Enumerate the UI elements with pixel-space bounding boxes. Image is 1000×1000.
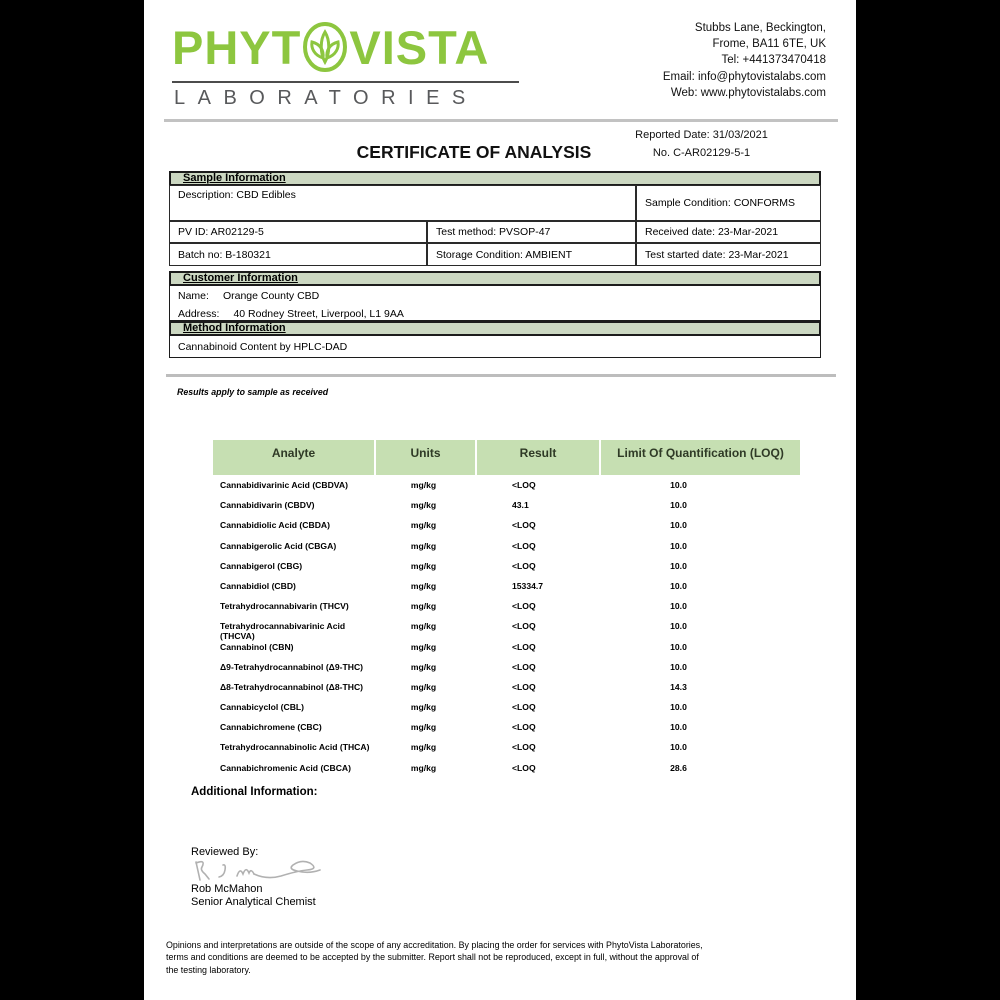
section-sample-information xyxy=(169,171,821,185)
analyte-units: mg/kg xyxy=(410,540,437,551)
analyte-name: Tetrahydrocannabivarin (THCV) xyxy=(220,601,349,612)
analyte-loq: 10.0 xyxy=(670,560,687,571)
analyte-name: Tetrahydrocannabivarinic Acid (THCVA) xyxy=(220,621,346,642)
analyte-loq: 10.0 xyxy=(670,480,687,490)
contact-line: Frome, BA11 6TE, UK xyxy=(712,38,826,51)
analyte-loq: 10.0 xyxy=(670,742,687,753)
analyte-result: <LOQ xyxy=(512,661,536,672)
certificate-page xyxy=(144,0,856,1000)
results-divider xyxy=(166,374,836,377)
analyte-loq: 10.0 xyxy=(670,641,687,652)
analyte-row xyxy=(213,638,802,658)
analyte-name: Tetrahydrocannabinolic Acid (THCA) xyxy=(220,742,370,753)
analyte-units: mg/kg xyxy=(410,601,437,612)
analyte-name: Cannabidivarinic Acid (CBDVA) xyxy=(220,480,348,490)
analyte-units: mg/kg xyxy=(410,560,437,571)
analyte-row xyxy=(213,496,802,516)
header-divider xyxy=(164,119,838,122)
lab-contact-block xyxy=(524,20,826,101)
method-box: Cannabinoid Content by HPLC-DAD xyxy=(169,335,821,358)
analyte-units: mg/kg xyxy=(410,702,437,713)
analyte-result: <LOQ xyxy=(512,681,536,692)
analyte-result: <LOQ xyxy=(512,621,536,632)
customer-address-value: 40 Rodney Street, Liverpool, L1 9AA xyxy=(233,308,404,320)
customer-address-line xyxy=(178,308,404,320)
customer-address-label: Address: xyxy=(178,308,220,320)
analyte-loq: 10.0 xyxy=(670,661,687,672)
analyte-loq: 28.6 xyxy=(670,762,687,773)
analyte-result: 43.1 xyxy=(512,500,529,511)
reported-date: Reported Date: 31/03/2021 xyxy=(635,129,768,141)
analyte-row xyxy=(213,577,802,597)
additional-information-label: Additional Information: xyxy=(191,786,318,798)
sample-condition: Sample Condition: CONFORMS xyxy=(636,185,821,221)
contact-line: Email: info@phytovistalabs.com xyxy=(662,70,826,83)
analyte-row xyxy=(213,557,802,577)
analyte-result: 15334.7 xyxy=(512,580,544,591)
reviewer-role: Senior Analytical Chemist xyxy=(191,896,316,908)
analyte-loq: 10.0 xyxy=(670,702,687,713)
col-header-units: Units xyxy=(376,440,475,475)
analyte-table-header xyxy=(213,440,802,475)
analyte-loq: 10.0 xyxy=(670,722,687,733)
logo-subtitle: LABORATORIES xyxy=(174,87,478,109)
footer-line: Opinions and interpretations are outside of the scope of any accreditation. By placing the order for services with PhytoVista Laboratories, xyxy=(166,940,703,950)
analyte-units: mg/kg xyxy=(410,621,437,632)
section-title: Sample Information xyxy=(183,172,286,184)
analyte-loq: 10.0 xyxy=(670,540,687,551)
footer-line: the testing laboratory. xyxy=(166,964,251,975)
analyte-result: <LOQ xyxy=(512,540,536,551)
analyte-row xyxy=(213,698,802,718)
analyte-name: Cannabichromenic Acid (CBCA) xyxy=(220,762,351,773)
pv-id: PV ID: AR02129-5 xyxy=(169,221,427,243)
footer-line: terms and conditions are deemed to be accepted by the submitter. Report shall not be reproduced, except in full, without the approval of xyxy=(166,952,699,963)
analyte-units: mg/kg xyxy=(410,500,437,511)
analyte-name: Cannabichromene (CBC) xyxy=(220,722,322,733)
analyte-loq: 10.0 xyxy=(670,520,687,531)
analyte-row xyxy=(213,537,802,557)
analyte-units: mg/kg xyxy=(410,742,437,753)
logo xyxy=(172,16,489,78)
footer-disclaimer xyxy=(166,939,842,976)
analyte-name: Δ9-Tetrahydrocannabinol (Δ9-THC) xyxy=(220,661,364,672)
contact-line: Web: www.phytovistalabs.com xyxy=(670,86,826,99)
col-header-loq: Limit Of Quantification (LOQ) xyxy=(601,440,800,475)
analyte-units: mg/kg xyxy=(410,681,437,692)
logo-divider xyxy=(172,81,519,83)
logo-text-right: VISTA xyxy=(349,20,490,74)
batch-no: Batch no: B-180321 xyxy=(169,243,427,266)
analyte-units: mg/kg xyxy=(410,762,437,773)
contact-line: Tel: +441373470418 xyxy=(721,54,826,67)
analyte-name: Cannabidiol (CBD) xyxy=(220,580,296,591)
analyte-result: <LOQ xyxy=(512,722,536,733)
analyte-row xyxy=(213,516,802,536)
analyte-rows xyxy=(213,476,802,779)
analyte-row xyxy=(213,678,802,698)
analyte-result: <LOQ xyxy=(512,742,536,753)
analyte-name: Cannabicyclol (CBL) xyxy=(220,702,305,713)
analyte-name: Cannabigerolic Acid (CBGA) xyxy=(220,540,337,551)
analyte-result: <LOQ xyxy=(512,762,536,773)
analyte-row xyxy=(213,597,802,617)
analyte-name: Cannabidiolic Acid (CBDA) xyxy=(220,520,330,531)
analyte-result: <LOQ xyxy=(512,601,536,612)
analyte-result: <LOQ xyxy=(512,480,536,490)
section-title: Customer Information xyxy=(183,272,298,284)
analyte-row xyxy=(213,476,802,496)
section-title: Method Information xyxy=(183,322,286,334)
analyte-loq: 10.0 xyxy=(670,621,687,632)
customer-name-line xyxy=(178,290,319,302)
analyte-loq: 10.0 xyxy=(670,580,687,591)
report-number: No. C-AR02129-5-1 xyxy=(652,146,751,159)
analyte-units: mg/kg xyxy=(410,520,437,531)
analyte-units: mg/kg xyxy=(410,661,437,672)
storage-condition: Storage Condition: AMBIENT xyxy=(427,243,636,266)
logo-text-left: PHYT xyxy=(172,20,302,74)
analyte-loq: 10.0 xyxy=(670,500,687,511)
section-customer-information xyxy=(169,271,821,285)
analyte-result: <LOQ xyxy=(512,702,536,713)
customer-name-label: Name: xyxy=(178,290,209,302)
analyte-units: mg/kg xyxy=(410,580,437,591)
sample-row-description xyxy=(169,185,821,221)
report-meta xyxy=(594,127,809,162)
analyte-units: mg/kg xyxy=(410,480,437,490)
analyte-result: <LOQ xyxy=(512,560,536,571)
col-header-analyte: Analyte xyxy=(213,440,374,475)
results-note: Results apply to sample as received xyxy=(177,387,329,397)
certificate-title: CERTIFICATE OF ANALYSIS xyxy=(356,142,592,162)
analyte-row xyxy=(213,658,802,678)
test-started-date: Test started date: 23-Mar-2021 xyxy=(636,243,821,266)
analyte-result: <LOQ xyxy=(512,520,536,531)
test-method: Test method: PVSOP-47 xyxy=(427,221,636,243)
reviewed-by-label: Reviewed By: xyxy=(191,846,259,858)
customer-name-value: Orange County CBD xyxy=(222,290,320,302)
analyte-result: <LOQ xyxy=(512,641,536,652)
analyte-loq: 14.3 xyxy=(670,681,687,692)
contact-line: Stubbs Lane, Beckington, xyxy=(694,22,826,34)
leaf-icon xyxy=(302,22,348,72)
analyte-name: Cannabinol (CBN) xyxy=(220,641,294,652)
col-header-result: Result xyxy=(477,440,599,475)
analyte-row xyxy=(213,759,802,779)
analyte-units: mg/kg xyxy=(410,722,437,733)
analyte-name: Cannabidivarin (CBDV) xyxy=(220,500,315,511)
sample-row-ids xyxy=(169,221,821,243)
reviewer-name: Rob McMahon xyxy=(191,883,263,895)
analyte-row xyxy=(213,718,802,738)
analyte-name: Δ8-Tetrahydrocannabinol (Δ8-THC) xyxy=(220,681,364,692)
reviewer-signature xyxy=(189,856,329,886)
analyte-row xyxy=(213,738,802,758)
sample-row-batch xyxy=(169,243,821,266)
analyte-row xyxy=(213,617,802,642)
analyte-loq: 10.0 xyxy=(670,601,687,612)
customer-box xyxy=(169,285,821,321)
sample-description: Description: CBD Edibles xyxy=(169,185,636,221)
received-date: Received date: 23-Mar-2021 xyxy=(636,221,821,243)
analyte-units: mg/kg xyxy=(410,641,437,652)
section-method-information xyxy=(169,321,821,335)
analyte-name: Cannabigerol (CBG) xyxy=(220,560,303,571)
